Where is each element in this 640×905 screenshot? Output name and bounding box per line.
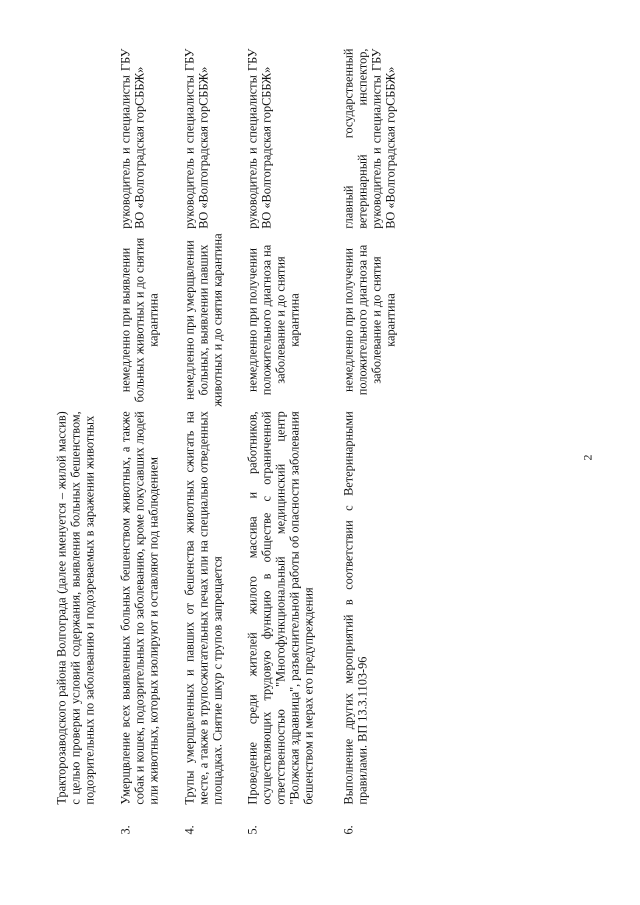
measures-table [55,45,418,835]
responsible-cell: руководитель и специалисты ГБУ ВО «Волгоградская горСББЖ» [118,48,147,229]
table-row [246,45,342,835]
table-row [119,45,183,835]
event-cell: Умерщвление всех выявленных больных бешенством животных, а также собак и кошек, подозрительных по заболеванию, кроме покусавших людей или животных, которых изолируют и оставляют под наблюдением [118,411,161,805]
term-cell: немедленно при получении положительного диагноза на заболевание и до снятия карантина [245,244,302,396]
responsible-cell: руководитель и специалисты ГБУ ВО «Волгоградская горСББЖ» [245,48,274,229]
event-cell: Трупы умерщвленных и павших от бешенства животных сжигать на месте, а также в трупосжигательных печах или на специально отведенных площадках. Снятие шкур с трупов запрещается [182,411,225,805]
responsible-cell: главный государственный ветеринарный инспектор, руководитель и специалисты ГБУ ВО «Волгоградская горСББЖ» [341,48,398,229]
event-cell: Проведение среди жителей жилого массива и работников, осуществляющих трудовую функцию в обществе с ограниченной ответственностью "Многофункциональный медицинский центр "Волжская здравница", разъяснительной работы об опасности заболевания бешенством и мерах его предупреждения [245,411,316,805]
term-cell [55,229,119,407]
term-cell: немедленно при умерщвлении больных, выявлении павших животных и до снятия карантина [182,233,225,407]
row-number-cell: 4. [182,825,197,835]
term-cell: немедленно при получении положительного диагноза на заболевание и до снятия карантина [341,244,398,396]
term-cell: немедленно при выявлении больных животных и до снятия карантина [118,237,161,403]
responsible-cell: руководитель и специалисты ГБУ ВО «Волгоградская горСББЖ» [182,48,211,229]
row-number-cell: 6. [341,825,356,835]
row-number-cell [55,805,119,835]
table-row [183,45,246,835]
document-page [1,0,640,905]
row-number-cell: 3. [118,825,133,835]
event-cell: Выполнение других мероприятий в соответствии с Ветеринарными правилами. ВП 13.3.1103-96 [341,411,370,805]
row-number-cell: 5. [245,825,260,835]
event-cell: Тракторозаводского района Волгограда (далее именуется – жилой массив) с целью проверки условий содержания, выявления больных бешенством, подозрительных по заболеванию и подозреваемых в заражении животных [54,411,97,805]
table-row-continuation [55,45,119,835]
responsible-cell [55,45,119,229]
page-number: 2 [580,454,595,461]
table-row [342,45,418,835]
